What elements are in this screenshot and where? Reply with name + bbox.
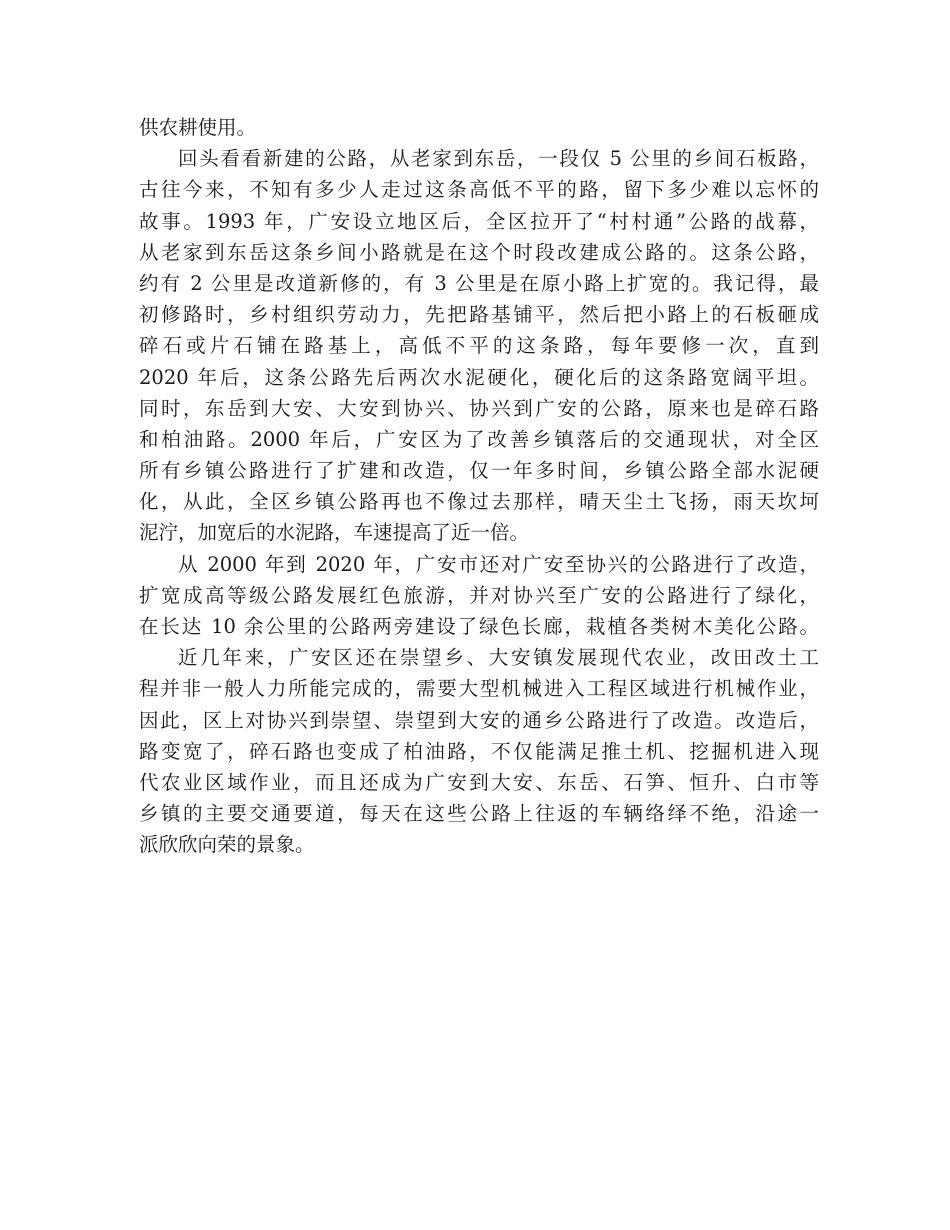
text-line: 从 2000 年到 2020 年，广安市还对广安至协兴的公路进行了改造， bbox=[178, 552, 819, 576]
text-line: 近几年来，广安区还在崇望乡、大安镇发展现代农业，改田改土工 bbox=[178, 646, 819, 670]
text-line: 乡镇的主要交通要道，每天在这些公路上往返的车辆络绎不绝，沿途一 bbox=[139, 802, 819, 826]
text-line: 扩宽成高等级公路发展红色旅游，并对协兴至广安的公路进行了绿化， bbox=[139, 583, 819, 607]
text-line: 程并非一般人力所能完成的，需要大型机械进入工程区域进行机械作业， bbox=[139, 677, 819, 701]
text-line: 回头看看新建的公路，从老家到东岳，一段仅 5 公里的乡间石板路， bbox=[178, 147, 819, 171]
text-line: 同时，东岳到大安、大安到协兴、协兴到广安的公路，原来也是碎石路 bbox=[139, 396, 819, 420]
text-line: 代农业区域作业，而且还成为广安到大安、东岳、石笋、恒升、白市等 bbox=[139, 770, 819, 794]
text-line: 供农耕使用。 bbox=[139, 116, 257, 139]
text-line: 从老家到东岳这条乡间小路就是在这个时段改建成公路的。这条公路， bbox=[139, 240, 819, 264]
text-line: 和柏油路。2000 年后，广安区为了改善乡镇落后的交通现状，对全区 bbox=[139, 427, 819, 451]
text-line: 所有乡镇公路进行了扩建和改造，仅一年多时间，乡镇公路全部水泥硬 bbox=[139, 459, 819, 483]
text-line: 派欣欣向荣的景象。 bbox=[139, 833, 315, 857]
body-text bbox=[139, 112, 819, 861]
text-line: 故事。1993 年，广安设立地区后，全区拉开了“村村通”公路的战幕， bbox=[139, 209, 819, 233]
text-line: 在长达 10 余公里的公路两旁建设了绿色长廊，栽植各类树木美化公路。 bbox=[139, 615, 819, 638]
text-line: 碎石或片石铺在路基上，高低不平的这条路，每年要修一次，直到 bbox=[139, 334, 819, 358]
text-line: 约有 2 公里是改道新修的，有 3 公里是在原小路上扩宽的。我记得，最 bbox=[139, 271, 819, 295]
text-line: 路变宽了，碎石路也变成了柏油路，不仅能满足推土机、挖掘机进入现 bbox=[139, 739, 819, 763]
text-line: 泥泞，加宽后的水泥路，车速提高了近一倍。 bbox=[139, 521, 530, 545]
text-line: 化，从此，全区乡镇公路再也不像过去那样，晴天尘土飞扬，雨天坎坷 bbox=[139, 490, 819, 514]
text-line: 初修路时，乡村组织劳动力，先把路基铺平，然后把小路上的石板砸成 bbox=[139, 303, 819, 327]
text-line: 因此，区上对协兴到崇望、崇望到大安的通乡公路进行了改造。改造后， bbox=[139, 708, 819, 732]
text-line: 古往今来，不知有多少人走过这条高低不平的路，留下多少难以忘怀的 bbox=[139, 178, 819, 202]
text-line: 2020 年后，这条公路先后两次水泥硬化，硬化后的这条路宽阔平坦。 bbox=[139, 365, 819, 389]
